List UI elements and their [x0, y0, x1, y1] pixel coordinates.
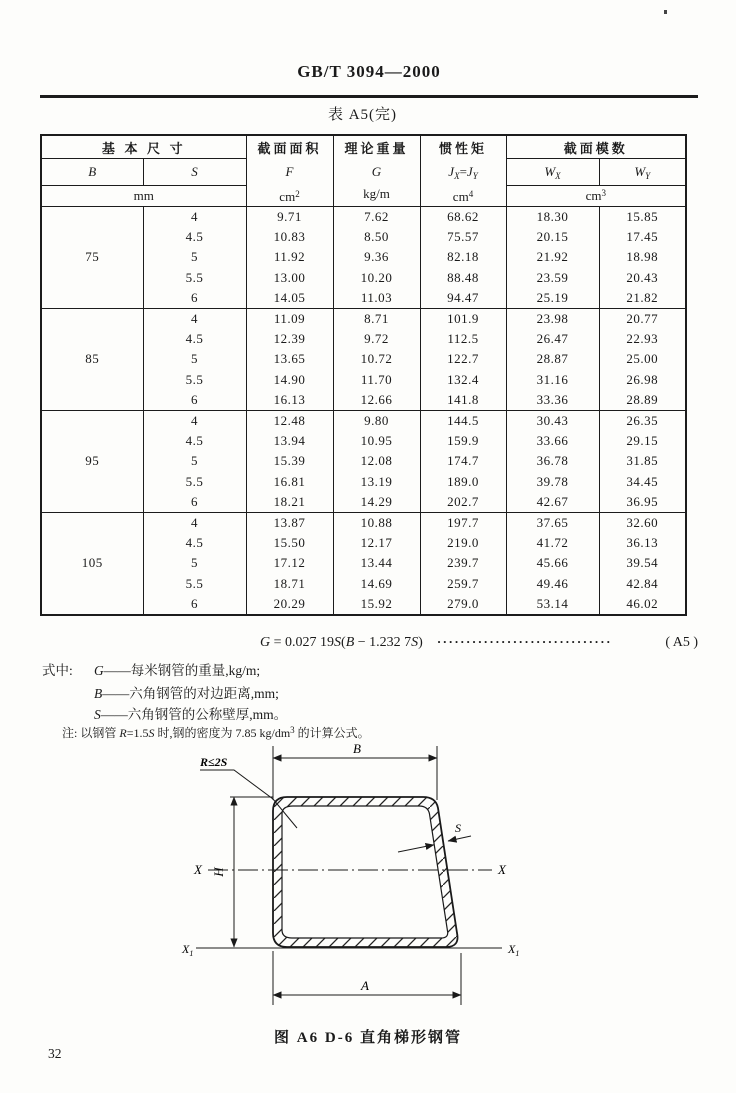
cell-wx: 42.67: [506, 492, 599, 513]
cell-g: 12.08: [333, 451, 420, 471]
cell-wy: 34.45: [599, 472, 686, 492]
cell-wy: 29.15: [599, 431, 686, 451]
cell-j: 75.57: [420, 227, 506, 247]
cell-wx: 26.47: [506, 329, 599, 349]
cell-g: 9.80: [333, 411, 420, 432]
definition-s: S——六角钢管的公称壁厚,mm。: [94, 707, 288, 722]
cell-wx: 53.14: [506, 594, 599, 615]
cell-g: 11.03: [333, 288, 420, 309]
cell-b: 105: [41, 513, 143, 616]
cell-f: 13.00: [246, 268, 333, 288]
cell-s: 4: [143, 411, 246, 432]
cell-wy: 39.54: [599, 553, 686, 573]
cell-g: 12.66: [333, 390, 420, 411]
cell-j: 141.8: [420, 390, 506, 411]
cell-s: 5: [143, 553, 246, 573]
cell-wx: 41.72: [506, 533, 599, 553]
table-title: 表 A5(完): [327, 107, 398, 123]
cell-g: 10.88: [333, 513, 420, 534]
cell-g: 14.69: [333, 574, 420, 594]
cell-j: 144.5: [420, 411, 506, 432]
cell-s: 6: [143, 288, 246, 309]
cell-wy: 42.84: [599, 574, 686, 594]
header-col-wy: $W_Y$: [599, 159, 686, 186]
header-basic-dims: 基 本 尺 寸: [41, 135, 246, 159]
header-col-b: B: [41, 159, 143, 186]
cell-f: 20.29: [246, 594, 333, 615]
cell-wx: 39.78: [506, 472, 599, 492]
cell-wx: 33.36: [506, 390, 599, 411]
cell-wy: 36.13: [599, 533, 686, 553]
cell-j: 197.7: [420, 513, 506, 534]
dim-label-b: B: [353, 742, 361, 756]
cell-f: 13.87: [246, 513, 333, 534]
cell-wx: 33.66: [506, 431, 599, 451]
table-row: [41, 411, 686, 432]
definition-g: 式中: G——每米钢管的重量,kg/m;: [42, 659, 692, 679]
header-inertia-unit: $cm^4$: [452, 189, 474, 204]
cell-f: 13.65: [246, 349, 333, 369]
cell-wy: 25.00: [599, 349, 686, 369]
cell-g: 10.72: [333, 349, 420, 369]
cell-j: 88.48: [420, 268, 506, 288]
tube-inner-contour: [282, 806, 448, 938]
cell-wy: 20.43: [599, 268, 686, 288]
header-inertia: [420, 135, 506, 207]
cell-f: 15.50: [246, 533, 333, 553]
formula-expression: G = 0.027 19S(B − 1.232 7S): [260, 635, 423, 650]
cell-f: 18.21: [246, 492, 333, 513]
cell-wx: 31.16: [506, 370, 599, 390]
cell-j: 132.4: [420, 370, 506, 390]
cell-j: 122.7: [420, 349, 506, 369]
figure-a6-drawing: [170, 742, 580, 1024]
header-rule: [40, 95, 698, 98]
cell-s: 5: [143, 247, 246, 267]
cell-g: 10.20: [333, 268, 420, 288]
cell-wy: 28.89: [599, 390, 686, 411]
cell-wy: 21.82: [599, 288, 686, 309]
cell-f: 18.71: [246, 574, 333, 594]
cell-wx: 23.59: [506, 268, 599, 288]
cell-wx: 49.46: [506, 574, 599, 594]
header-unit-cm3: $cm^3$: [506, 186, 686, 207]
thickness-arrow-outer: [448, 836, 471, 841]
cell-s: 5: [143, 451, 246, 471]
section-properties-table: [40, 134, 687, 616]
cell-b: 85: [41, 309, 143, 411]
header-area-title: 截面面积: [257, 141, 322, 156]
cell-g: 13.19: [333, 472, 420, 492]
cell-s: 5.5: [143, 370, 246, 390]
cell-g: 8.50: [333, 227, 420, 247]
definition-b: B——六角钢管的对边距离,mm;: [94, 686, 279, 701]
cell-wx: 45.66: [506, 553, 599, 573]
cell-j: 202.7: [420, 492, 506, 513]
cell-g: 10.95: [333, 431, 420, 451]
cell-f: 14.05: [246, 288, 333, 309]
cell-wy: 26.98: [599, 370, 686, 390]
cell-wy: 15.85: [599, 207, 686, 228]
table-row: [41, 207, 686, 228]
cell-wy: 31.85: [599, 451, 686, 471]
cell-wx: 36.78: [506, 451, 599, 471]
cell-f: 14.90: [246, 370, 333, 390]
cell-j: 259.7: [420, 574, 506, 594]
cell-wx: 25.19: [506, 288, 599, 309]
cell-wy: 18.98: [599, 247, 686, 267]
dotted-leader: ······························: [436, 634, 612, 649]
header-col-s: S: [143, 159, 246, 186]
cell-j: 279.0: [420, 594, 506, 615]
cell-f: 10.83: [246, 227, 333, 247]
cell-wy: 46.02: [599, 594, 686, 615]
formula-number: ( A5 ): [665, 635, 698, 650]
cell-f: 13.94: [246, 431, 333, 451]
cell-j: 68.62: [420, 207, 506, 228]
cell-g: 11.70: [333, 370, 420, 390]
cell-g: 7.62: [333, 207, 420, 228]
cell-f: 16.13: [246, 390, 333, 411]
cell-wy: 17.45: [599, 227, 686, 247]
cell-j: 112.5: [420, 329, 506, 349]
cell-s: 6: [143, 492, 246, 513]
cell-j: 82.18: [420, 247, 506, 267]
cell-g: 14.29: [333, 492, 420, 513]
thickness-arrow-inner: [398, 845, 434, 852]
cell-g: 8.71: [333, 309, 420, 330]
cell-f: 15.39: [246, 451, 333, 471]
dim-label-h: H: [211, 867, 226, 877]
cell-g: 13.44: [333, 553, 420, 573]
header-area-unit: $cm^2$: [279, 189, 300, 204]
cell-b: 95: [41, 411, 143, 513]
table-row: [41, 309, 686, 330]
cell-b: 75: [41, 207, 143, 309]
dim-label-a: A: [361, 978, 369, 993]
cell-j: 94.47: [420, 288, 506, 309]
table-note: 注: 以钢管 R=1.5S 时,钢的密度为 7.85 $kg/dm^3$ 的计算公式。: [62, 725, 370, 740]
cell-f: 17.12: [246, 553, 333, 573]
cell-wy: 26.35: [599, 411, 686, 432]
cell-j: 189.0: [420, 472, 506, 492]
cell-j: 174.7: [420, 451, 506, 471]
cell-s: 4: [143, 309, 246, 330]
cell-s: 4.5: [143, 431, 246, 451]
cell-f: 12.39: [246, 329, 333, 349]
header-inertia-title: 惯性矩: [438, 141, 487, 156]
header-inertia-symbol: $J_X=J_Y$: [448, 164, 478, 181]
cell-f: 11.92: [246, 247, 333, 267]
formula-a5: [40, 634, 698, 651]
cell-g: 9.72: [333, 329, 420, 349]
cell-j: 101.9: [420, 309, 506, 330]
cell-wy: 32.60: [599, 513, 686, 534]
header-weight-symbol: G: [371, 164, 382, 179]
cell-g: 9.36: [333, 247, 420, 267]
cell-wy: 22.93: [599, 329, 686, 349]
axis-x1-label-left: $X_1$: [182, 942, 194, 958]
cell-wx: 20.15: [506, 227, 599, 247]
cell-wx: 28.87: [506, 349, 599, 369]
header-col-wx: $W_X$: [506, 159, 599, 186]
cell-s: 4.5: [143, 227, 246, 247]
cell-s: 4.5: [143, 533, 246, 553]
cell-s: 4: [143, 513, 246, 534]
cell-wy: 36.95: [599, 492, 686, 513]
radius-label: R≤2S: [200, 755, 228, 769]
cell-wy: 20.77: [599, 309, 686, 330]
header-modulus: 截面模数: [506, 135, 686, 159]
cell-j: 239.7: [420, 553, 506, 573]
header-weight-title: 理论重量: [344, 141, 409, 156]
scan-artifact: [664, 10, 667, 14]
cell-f: 11.09: [246, 309, 333, 330]
cell-wx: 21.92: [506, 247, 599, 267]
axis-x1-label-right: $X_1$: [508, 942, 520, 958]
header-area: [246, 135, 333, 207]
cell-j: 219.0: [420, 533, 506, 553]
definitions-label: 式中:: [42, 663, 73, 678]
cell-s: 6: [143, 390, 246, 411]
table-body: [41, 207, 686, 616]
cell-f: 9.71: [246, 207, 333, 228]
axis-x-label-right: X: [498, 862, 506, 877]
cell-g: 15.92: [333, 594, 420, 615]
cell-s: 5.5: [143, 472, 246, 492]
cell-s: 4: [143, 207, 246, 228]
table-row: [41, 513, 686, 534]
figure-caption: 图 A6 D-6 直角梯形钢管: [274, 1030, 462, 1046]
cell-wx: 37.65: [506, 513, 599, 534]
cell-s: 5.5: [143, 268, 246, 288]
cell-wx: 30.43: [506, 411, 599, 432]
cell-wx: 18.30: [506, 207, 599, 228]
header-area-symbol: F: [285, 164, 294, 179]
cell-j: 159.9: [420, 431, 506, 451]
header-unit-mm: mm: [41, 186, 246, 207]
header-weight-unit: kg/m: [363, 186, 390, 201]
cell-g: 12.17: [333, 533, 420, 553]
thickness-label: S: [455, 821, 461, 835]
header-weight: [333, 135, 420, 207]
page-number: 32: [48, 1046, 62, 1061]
cell-s: 5.5: [143, 574, 246, 594]
cell-s: 5: [143, 349, 246, 369]
cell-s: 4.5: [143, 329, 246, 349]
standard-number: GB/T 3094—2000: [297, 62, 441, 81]
cell-wx: 23.98: [506, 309, 599, 330]
cell-f: 12.48: [246, 411, 333, 432]
cell-s: 6: [143, 594, 246, 615]
cell-f: 16.81: [246, 472, 333, 492]
axis-x-label-left: X: [194, 862, 202, 877]
